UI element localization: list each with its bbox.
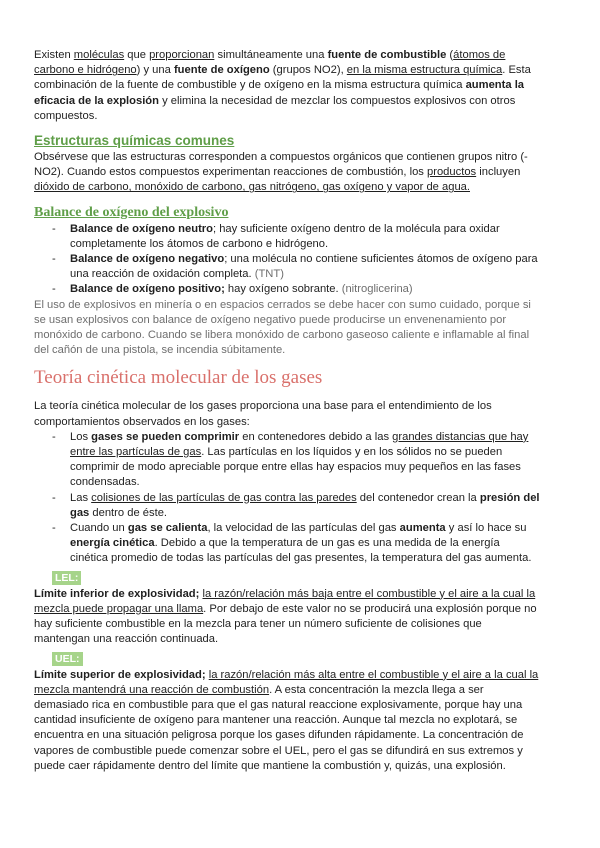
text: hay oxígeno sobrante. — [224, 283, 342, 296]
bold-text: gas se calienta — [127, 522, 208, 535]
text: ; hay suficiente oxígeno dentro de la molécula para oxidar completamente los átomos de carbono e hidrógeno. — [70, 222, 500, 250]
lel-paragraph — [34, 587, 540, 648]
underlined-text: moléculas — [73, 49, 125, 61]
bullet-dash: - — [52, 283, 56, 296]
section-heading-structures: Estructuras químicas comunes — [34, 133, 235, 149]
text: (grupos NO2), — [269, 64, 347, 77]
underlined-text: átomos de carbono e hidrógeno — [34, 49, 506, 77]
text: ; una molécula no contiene suficientes átomos de oxígeno para una reacción de oxidación completa. — [70, 253, 538, 281]
text: del contenedor crean la — [356, 491, 480, 504]
text: Los — [70, 430, 92, 443]
list-item — [34, 491, 540, 521]
underlined-text: grandes distancias que hay entre las partículas de gas — [70, 430, 529, 459]
text: y así lo hace su — [445, 522, 527, 535]
section-heading-oxygen-balance: Balance de oxígeno del explosivo — [34, 204, 229, 220]
text: , la velocidad de las partículas del gas — [207, 522, 400, 535]
grey-note: (nitroglicerina) — [341, 283, 413, 296]
text: ( — [446, 49, 454, 61]
bold-text: fuente de combustible — [327, 49, 447, 61]
oxygen-balance-list — [34, 222, 540, 298]
bold-text: fuente de oxígeno — [173, 64, 270, 77]
text: . Por debajo de este valor no se producirá una explosión porque no hay suficiente combustible en la mezcla para tener un número suficiente de colisiones que mantengan una reacción continuada. — [34, 602, 537, 646]
text: que — [124, 49, 150, 61]
text: en contenedores debido a las — [239, 430, 393, 443]
text: . A esta concentración la mezcla llega a ser demasiado rica en combustible para que el gas natural reaccione explosivamente, porque hay una cantidad insuficiente de oxígeno para mantener una reacción. Aunque tal mezcla no explotará, se encuentra en una situación peligrosa porque los gases difunden rápidamente. La concentración de vapores de combustible puede comenzar sobre el UEL, pero el gas se difundirá en sus extremos y puede caer rápidamente dentro del límite que mantiene la combustión y, quizás, una explosión. — [34, 683, 524, 772]
underlined-text: la razón/relación más alta entre el combustible y el aire a la cual la mezcla mantendrá una reacción de combustión — [34, 668, 539, 696]
underlined-text: dióxido de carbono, monóxido de carbono, gas nitrógeno, gas oxígeno y vapor de agua. — [34, 181, 470, 194]
bullet-dash: - — [52, 222, 56, 235]
text: . Las partículas en los líquidos y en los sólidos no se pueden comprimir de modo apreciable porque entre ellas hay espacios muy pequeños en las fases condensadas. — [70, 446, 521, 489]
bold-text: Límite superior de explosividad; — [34, 668, 206, 681]
intro-paragraph — [34, 48, 540, 124]
bullet-dash: - — [52, 430, 56, 443]
uel-paragraph — [34, 668, 540, 774]
bold-text: Límite inferior de explosividad; — [34, 587, 200, 600]
bold-text: Balance de oxígeno neutro — [70, 222, 213, 235]
text: Cuando un — [70, 522, 128, 535]
mining-note-paragraph: El uso de explosivos en minería o en espacios cerrados se debe hacer con sumo cuidado, porque si se usan explosivos con balance de oxígeno negativo puede producirse un envenenamiento por monóxido de carbono. Cuando se libera monóxido de carbono gaseoso caliente e inflamable al final del cañón de una pistola, se incendia súbitamente. — [34, 298, 531, 357]
bold-text: presión del gas — [70, 491, 540, 519]
structures-paragraph — [34, 150, 540, 196]
bold-text: energía cinética — [70, 537, 155, 550]
text: Existen — [34, 49, 74, 61]
text: dentro de éste. — [89, 506, 168, 519]
text: Obsérvese que las estructuras corresponden a compuestos orgánicos que contienen grupos nitro (-NO2). Cuando estos compuestos experimentan reacciones de combustión, los — [34, 151, 528, 179]
lel-tag: LEL: — [52, 571, 81, 585]
bold-text: aumenta la eficacia de la explosión — [34, 79, 525, 107]
underlined-text: en la misma estructura química — [346, 64, 503, 77]
kinetic-list — [34, 430, 540, 567]
uel-tag: UEL: — [52, 652, 83, 666]
list-item — [34, 430, 540, 491]
bullet-dash: - — [52, 491, 56, 504]
section-heading-kinetic-theory: Teoría cinética molecular de los gases — [34, 367, 323, 389]
underlined-text: la razón/relación más baja entre el combustible y el aire a la cual la mezcla puede propagar una llama — [34, 587, 536, 615]
bold-text: aumenta — [399, 522, 446, 535]
text: y elimina la necesidad de mezclar los compuestos explosivos con otros compuestos. — [34, 94, 516, 122]
list-item — [34, 282, 540, 297]
bold-text: gases se pueden comprimir — [91, 430, 240, 443]
list-item — [34, 222, 540, 252]
underlined-text: colisiones de las partículas de gas contra las paredes — [91, 491, 357, 504]
underlined-text: proporcionan — [149, 49, 215, 61]
text: incluyen — [476, 166, 521, 179]
kinetic-intro-paragraph: La teoría cinética molecular de los gases proporciona una base para el entendimiento de los comportamientos observados en los gases: — [34, 400, 492, 428]
bullet-dash: - — [52, 522, 56, 535]
text: . Debido a que la temperatura de un gas es una medida de la energía cinética promedio de todas las partículas del gas presentes, la temperatura del gas aumenta. — [70, 537, 532, 565]
list-item — [34, 521, 540, 567]
bold-text: Balance de oxígeno positivo; — [70, 283, 225, 296]
list-item — [34, 252, 540, 282]
text: Las — [70, 491, 92, 504]
text: . Esta combinación de la fuente de combustible y de oxígeno en la misma estructura química — [34, 64, 531, 92]
text: simultáneamente una — [214, 49, 328, 61]
bullet-dash: - — [52, 253, 56, 266]
grey-note: (TNT) — [254, 268, 284, 281]
bold-text: Balance de oxígeno negativo — [70, 253, 225, 266]
text: ) y una — [136, 64, 174, 77]
underlined-text: productos — [427, 166, 477, 179]
